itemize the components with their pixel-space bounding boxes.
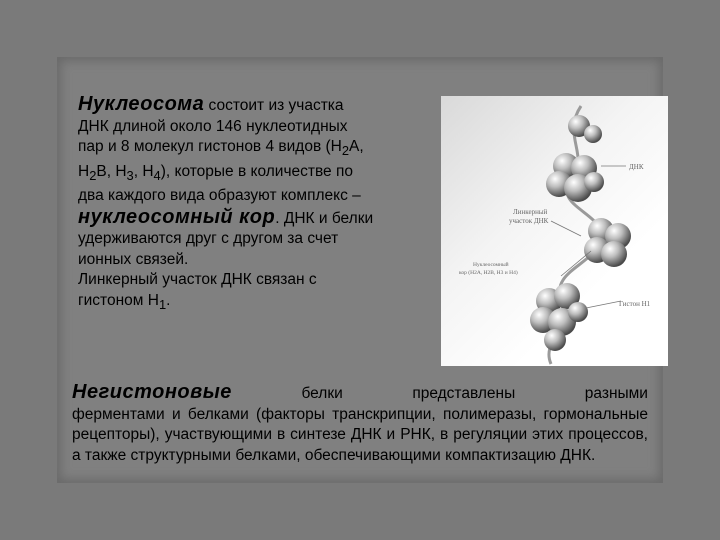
text-line: Линкерный участок ДНК связан с [78, 271, 317, 289]
label-linker-1: Линкерный [513, 208, 548, 216]
text-span: белки [301, 385, 343, 402]
text-span: представлены [412, 385, 516, 402]
term-nucleosome: Нуклеосома [78, 93, 205, 115]
nucleosome-2 [584, 218, 631, 267]
text-line [78, 137, 438, 162]
label-core-1: Нуклеосомный [473, 262, 509, 268]
term-non-histone: Негистоновые [72, 381, 232, 403]
arrow-core [561, 251, 591, 276]
subscript: 3 [126, 167, 134, 183]
subscript: 4 [153, 167, 161, 183]
label-dna: ДНК [629, 163, 644, 171]
subscript: 2 [89, 167, 97, 183]
label-linker-2: участок ДНК [509, 217, 549, 225]
text-span: В, Н [96, 162, 127, 180]
text-line [78, 94, 438, 117]
text-span: состоит из участка [204, 97, 344, 114]
nucleosome-illustration [441, 96, 668, 366]
text-line [78, 291, 438, 316]
text-span: пар и 8 молекул гистонов 4 видов (Н [78, 138, 342, 155]
text-line [78, 207, 438, 230]
text-line: удерживаются друг с другом за счет [78, 230, 339, 248]
subscript: 2 [341, 143, 350, 159]
nucleosome-1 [546, 153, 604, 202]
text-span: , Н [133, 162, 154, 180]
text-line [72, 382, 648, 405]
label-core-2: кор (Н2А, Н2В, Н3 и Н4) [459, 270, 518, 276]
term-nucleosome-core: нуклеосомный кор [78, 205, 276, 228]
text-line: ДНК длиной около 146 нуклеотидных [78, 117, 348, 135]
text-span: . [166, 291, 171, 309]
text-span: ), которые в количестве по [160, 162, 354, 180]
text-line [78, 162, 438, 187]
text-span: Н [78, 162, 90, 180]
label-histone-h1: Гистон Н1 [619, 300, 651, 308]
arrow-linker [551, 221, 581, 236]
nucleosome-diagram [441, 96, 668, 366]
nucleosome-paragraph [78, 94, 438, 315]
nucleosome-3 [530, 283, 588, 351]
text-span: гистоном Н [78, 291, 159, 309]
text-span: А, [349, 138, 364, 155]
subscript: 1 [158, 296, 167, 312]
non-histone-paragraph [72, 382, 648, 466]
text-line: два каждого вида образуют комплекс – [78, 187, 361, 205]
text-span: . ДНК и белки [275, 209, 374, 227]
arrow-histone [586, 301, 621, 308]
nucleosome-top [568, 115, 602, 143]
paragraph-body: ферментами и белками (факторы транскрипции, полимеразы, гормональные рецепторы), участвующими в синтезе ДНК и РНК, в регуляции этих процессов, а также структурными белками, обеспечивающими компактизацию ДНК. [72, 405, 648, 464]
text-span: разными [584, 385, 648, 402]
text-line: ионных связей. [78, 250, 189, 268]
